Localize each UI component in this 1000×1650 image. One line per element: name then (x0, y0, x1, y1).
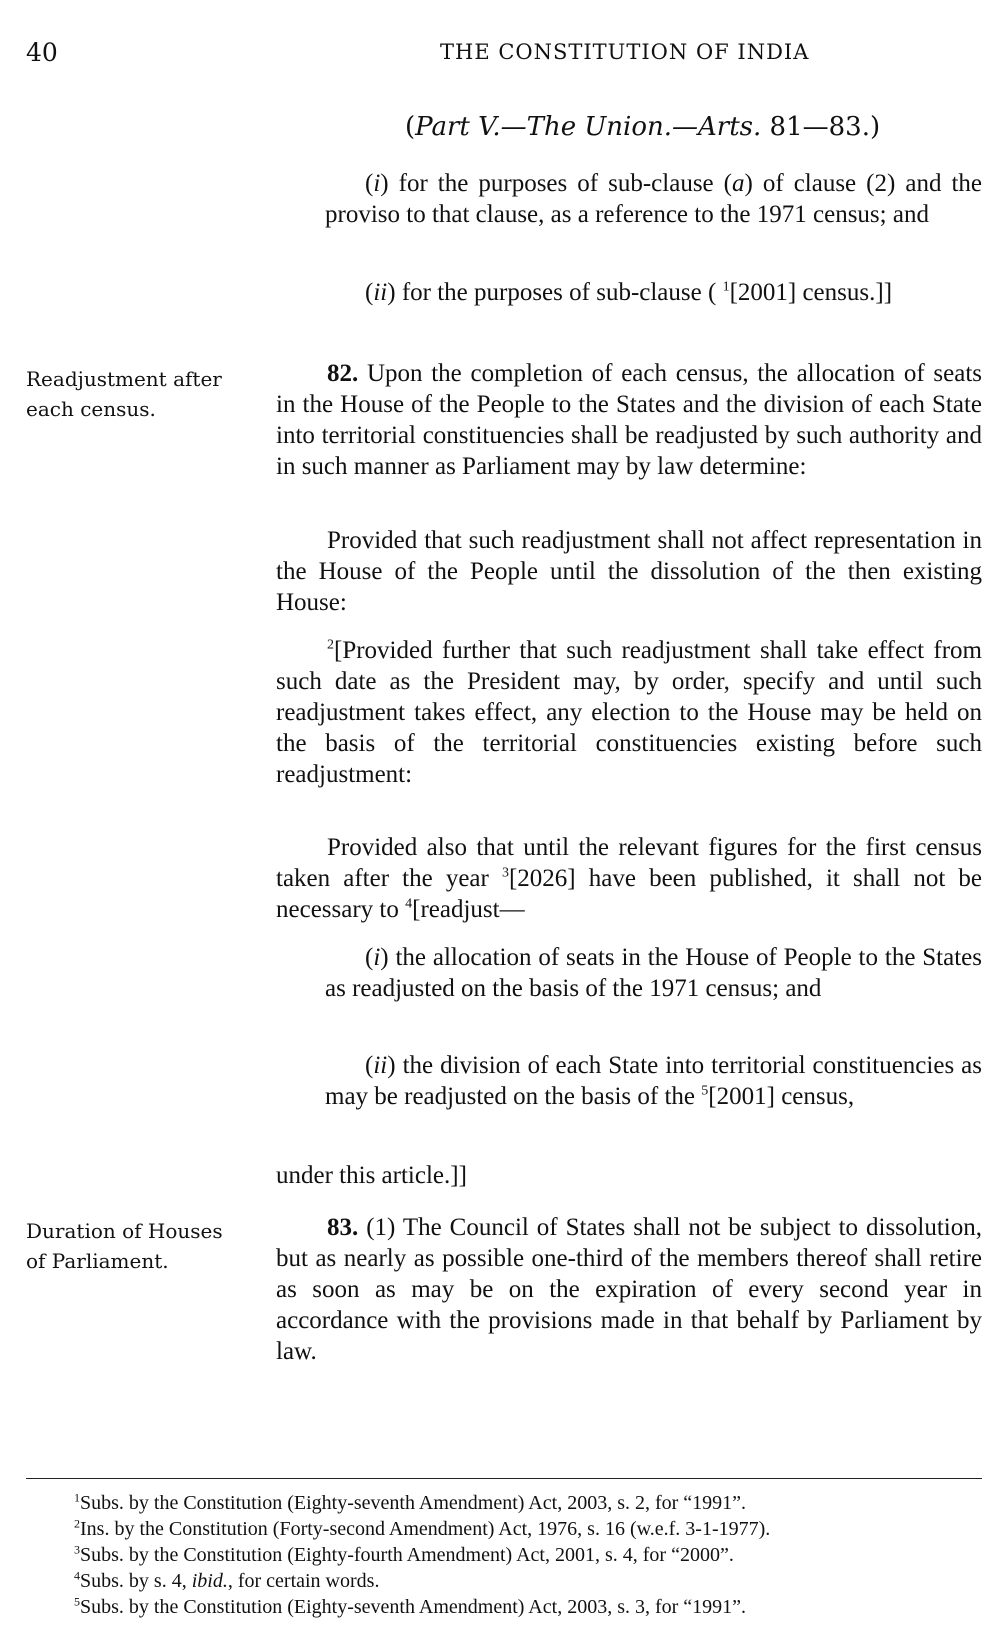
part-heading: (Part V.—The Union.—Arts. 81—83.) (405, 112, 881, 142)
article-82-proviso-2: $^2$[Provided further that such readjustment shall take effect from such date as the President may, by order, specify and until such readjustment takes effect, any election to the House may be held on the basis of the territorial constituencies existing before such readjustment: (276, 637, 982, 788)
article-82-item-ii: (ii) the division of each State into territorial constituencies as may be readjusted on the basis of the $^5$[2001] census, (325, 1052, 982, 1110)
clause-ii-paragraph: (ii) for the purposes of sub-clause ( $^1$[2001] census.]] (365, 279, 893, 306)
footnote-4: $^4$Subs. by s. 4, ibid., for certain words. (74, 1568, 380, 1592)
clause-i-paragraph: (i) for the purposes of sub-clause (a) of clause (2) and the proviso to that clause, as a reference to the 1971 census; and (325, 170, 983, 228)
running-title: THE CONSTITUTION OF INDIA (440, 40, 810, 64)
sidenote-readjustment: Readjustment after each census. (26, 367, 222, 421)
article-83-text: 83. (1) The Council of States shall not be subject to dissolution, but as nearly as possible one-third of the members thereof shall retire as soon as may be on the expiration of every second year in accordance with the provisions made in that behalf by Parliament by law. (276, 1214, 982, 1365)
article-82-closing: under this article.]] (276, 1162, 467, 1189)
footnote-5: $^5$Subs. by the Constitution (Eighty-seventh Amendment) Act, 2003, s. 3, for “1991”. (74, 1594, 747, 1618)
sidenote-duration: Duration of Houses of Parliament. (26, 1219, 223, 1273)
article-82-item-i: (i) the allocation of seats in the House of People to the States as readjusted on the basis of the 1971 census; and (325, 944, 982, 1002)
footnote-2: $^2$Ins. by the Constitution (Forty-second Amendment) Act, 1976, s. 16 (w.e.f. 3-1-1977). (74, 1516, 771, 1540)
page-number: 40 (26, 38, 58, 67)
footnote-1: $^1$Subs. by the Constitution (Eighty-seventh Amendment) Act, 2003, s. 2, for “1991”. (74, 1490, 747, 1514)
article-82-proviso-1: Provided that such readjustment shall not affect representation in the House of the People until the dissolution of the then existing House: (276, 527, 982, 616)
footnote-3: $^3$Subs. by the Constitution (Eighty-fourth Amendment) Act, 2001, s. 4, for “2000”. (74, 1542, 734, 1566)
article-82-proviso-3: Provided also that until the relevant figures for the first census taken after the year $^3$[2026] have been published, it shall not be necessary to $^4$[readjust— (276, 834, 982, 923)
article-82-text: 82. Upon the completion of each census, the allocation of seats in the House of the People to the States and the division of each State into territorial constituencies shall be readjusted by such authority and in such manner as Parliament may by law determine: (276, 360, 983, 480)
footnote-divider (26, 1478, 982, 1479)
